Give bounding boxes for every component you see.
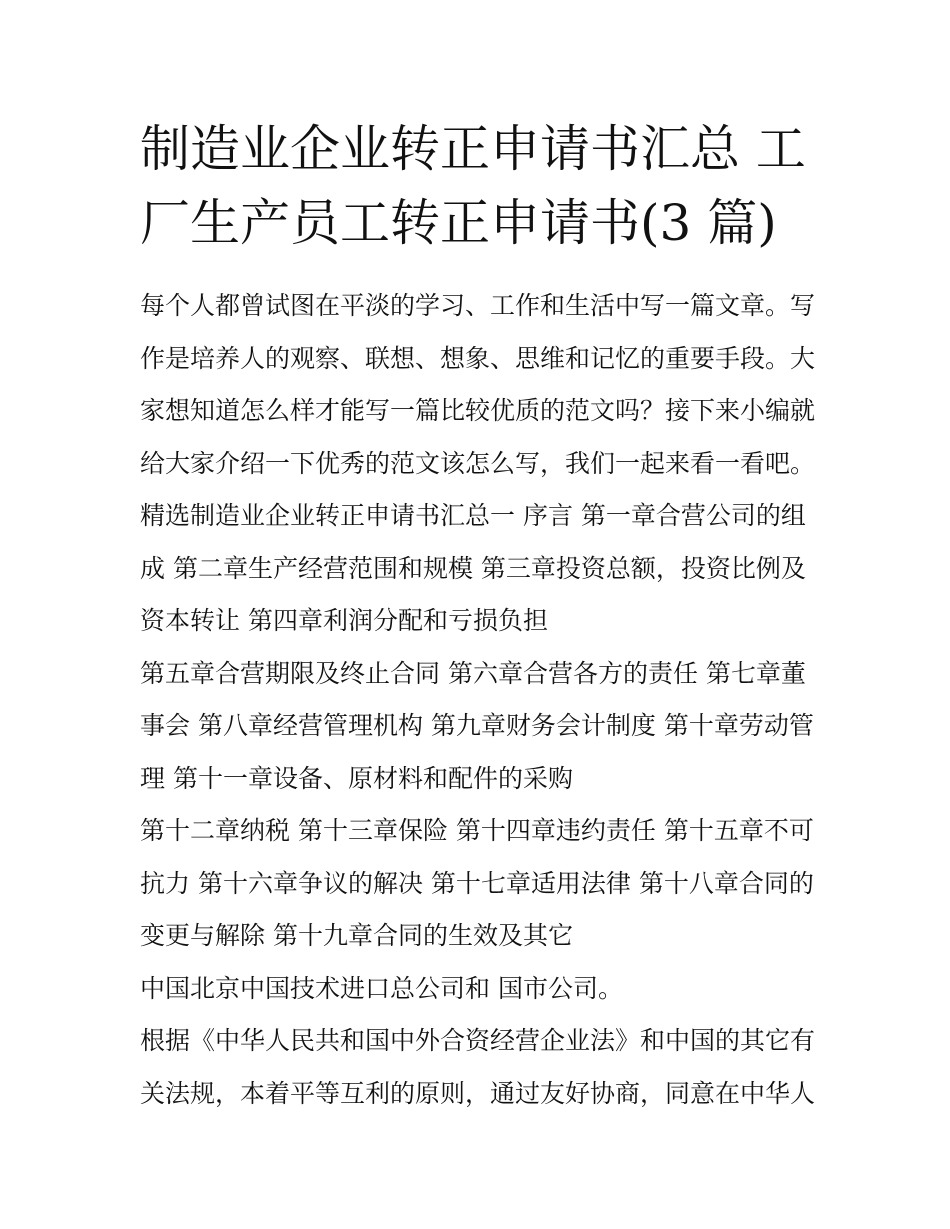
text-line: 给大家介绍一下优秀的范文该怎么写，我们一起来看一看吧。 xyxy=(140,448,816,478)
document-title xyxy=(140,112,820,260)
text-line: 事会 第八章经营管理机构 第九章财务会计制度 第十章劳动管 xyxy=(140,711,814,740)
text-line: 每个人都曾试图在平淡的学习、工作和生活中写一篇文章。写 xyxy=(140,291,816,320)
text-line: 资本转让 第四章利润分配和亏损负担 xyxy=(140,606,548,635)
text-line: 家想知道怎么样才能写一篇比较优质的范文吗？接下来小编就 xyxy=(140,396,816,425)
contents-paragraph-2 xyxy=(140,648,820,806)
text-line: 理 第十一章设备、原材料和配件的采购 xyxy=(140,763,573,793)
text-line: 作是培养人的观察、联想、想象、思维和记忆的重要手段。大 xyxy=(140,343,816,373)
text-line: 抗力 第十六章争议的解决 第十七章适用法律 第十八章合同的 xyxy=(140,868,814,898)
contents-paragraph-3 xyxy=(140,805,820,963)
text-line: 关法规，本着平等互利的原则，通过友好协商，同意在中华人 xyxy=(140,1078,816,1108)
text-line: 变更与解除 第十九章合同的生效及其它 xyxy=(140,921,573,950)
contents-paragraph-1 xyxy=(140,490,820,648)
title-line: 制造业企业转正申请书汇总 工 xyxy=(140,120,806,178)
title-line: 厂生产员工转正申请书(3 篇) xyxy=(140,194,777,252)
text-line: 根据《中华人民共和国中外合资经营企业法》和中国的其它有 xyxy=(140,1026,816,1055)
text-line: 精选制造业企业转正申请书汇总一 序言 第一章合营公司的组 xyxy=(140,501,806,530)
text-line: 中国北京中国技术进口总公司和 国市公司。 xyxy=(140,973,623,1003)
preamble-paragraph xyxy=(140,1015,820,1120)
text-line: 第五章合营期限及终止合同 第六章合营各方的责任 第七章董 xyxy=(140,658,806,688)
parties-paragraph xyxy=(140,963,820,1016)
text-line: 第十二章纳税 第十三章保险 第十四章违约责任 第十五章不可 xyxy=(140,816,814,845)
intro-paragraph xyxy=(140,280,820,490)
text-line: 成 第二章生产经营范围和规模 第三章投资总额，投资比例及 xyxy=(140,553,806,583)
document-body xyxy=(140,280,820,1120)
